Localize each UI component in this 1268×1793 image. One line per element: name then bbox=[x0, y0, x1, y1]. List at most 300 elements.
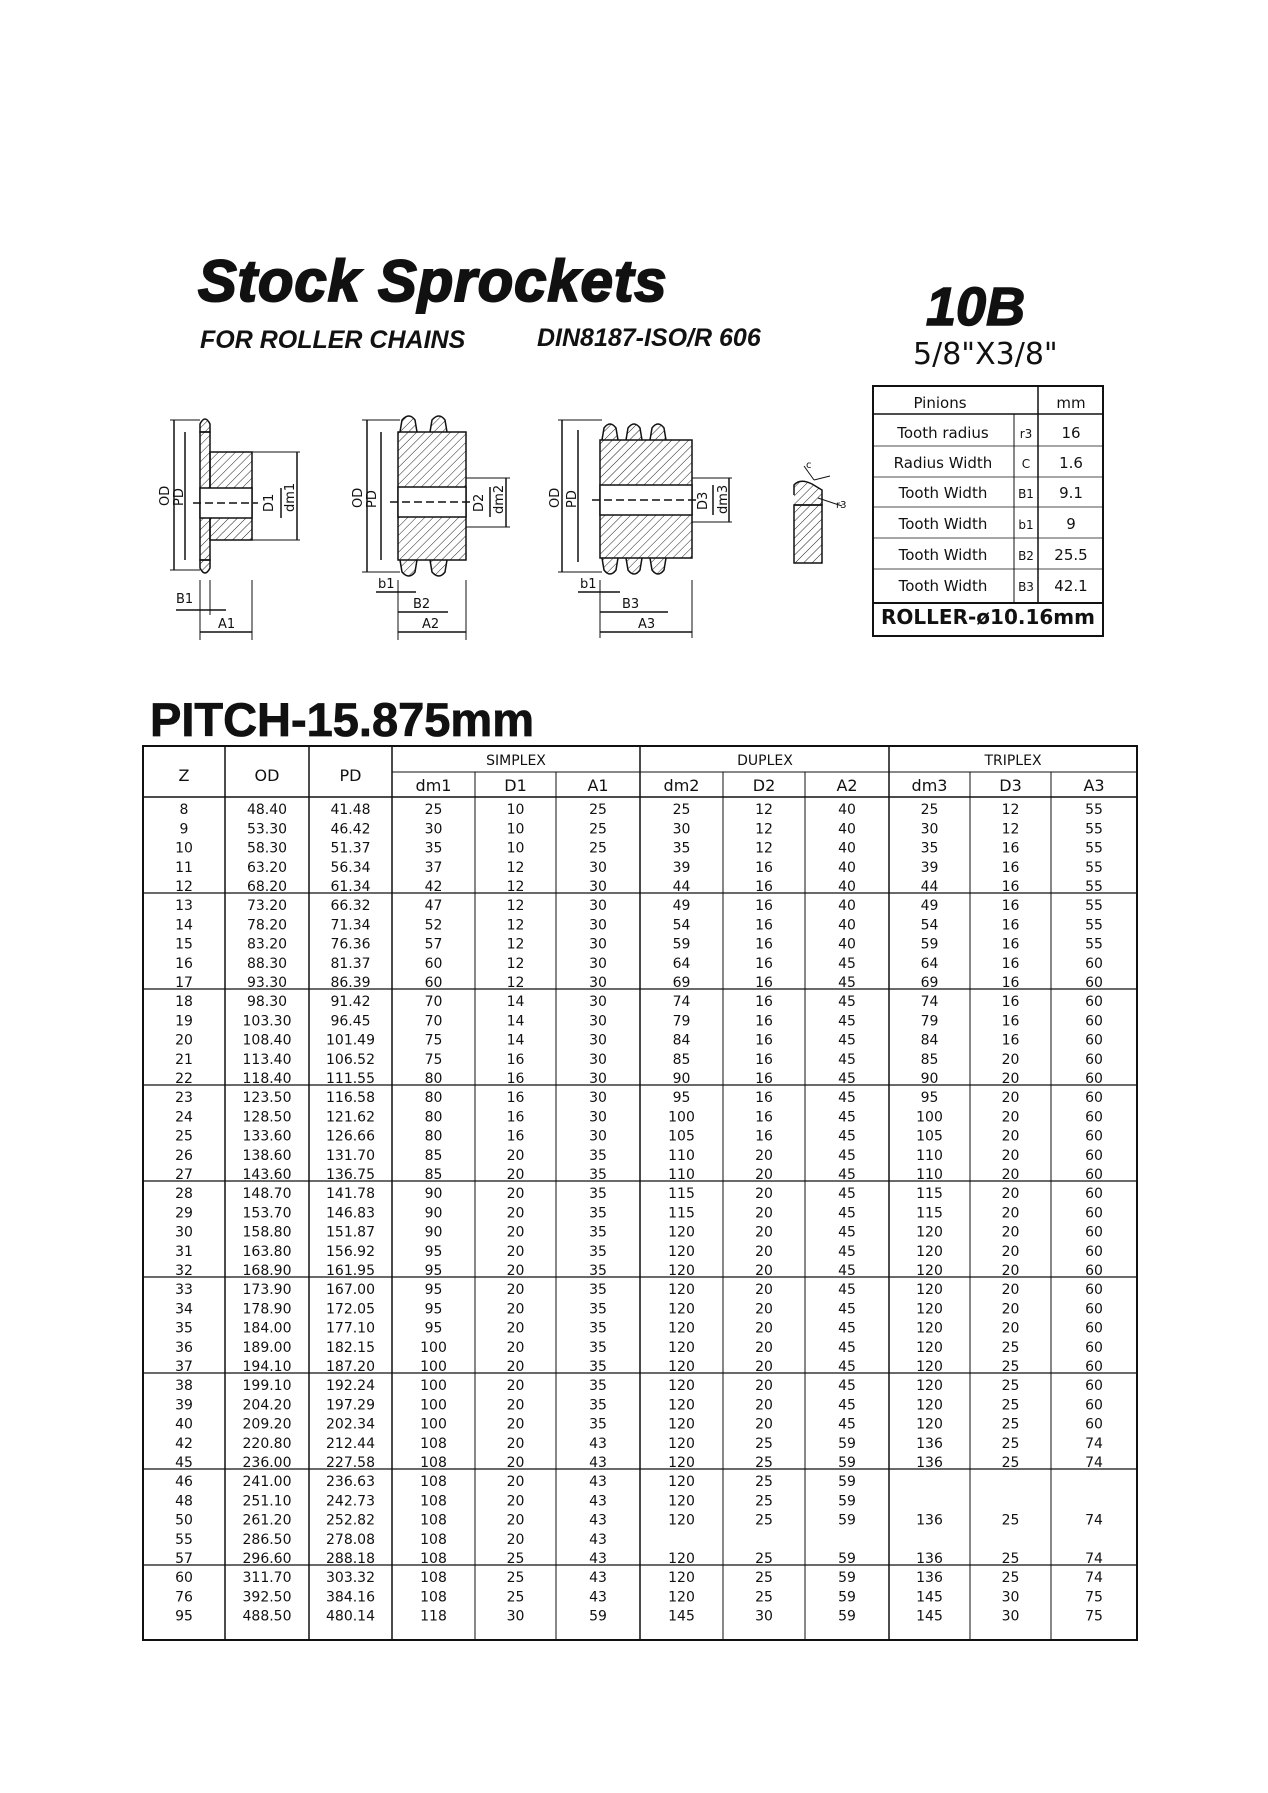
table-cell: 20 bbox=[1001, 1090, 1020, 1107]
table-cell: 120 bbox=[668, 1243, 695, 1260]
table-cell: 45 bbox=[838, 1147, 856, 1164]
table-cell: 40 bbox=[838, 859, 856, 876]
table-cell: 20 bbox=[1001, 1205, 1020, 1222]
table-cell: 93.30 bbox=[246, 975, 288, 991]
column-header: dm1 bbox=[415, 776, 452, 795]
table-cell: 16 bbox=[755, 898, 773, 915]
table-cell: 101.49 bbox=[326, 1032, 375, 1049]
table-cell: 25 bbox=[755, 1435, 773, 1452]
table-cell: 59 bbox=[838, 1551, 856, 1567]
table-cell: 16 bbox=[1001, 1032, 1020, 1049]
table-cell: 172.05 bbox=[326, 1301, 375, 1318]
table-cell: 60 bbox=[1085, 1397, 1103, 1414]
table-cell: 8 bbox=[179, 802, 189, 819]
table-cell: 45 bbox=[838, 1205, 856, 1222]
table-cell: 25 bbox=[1001, 1455, 1020, 1471]
table-cell: 20 bbox=[755, 1205, 773, 1222]
table-cell: 30 bbox=[589, 1032, 607, 1049]
table-cell: 20 bbox=[506, 1320, 525, 1337]
table-cell: 145 bbox=[916, 1589, 943, 1606]
page-title: Stock Sprockets bbox=[198, 249, 668, 314]
table-cell: 25 bbox=[589, 840, 607, 857]
pinion-symbol: b1 bbox=[1018, 518, 1034, 532]
table-cell: 55 bbox=[1085, 821, 1103, 838]
table-cell: 20 bbox=[506, 1493, 525, 1510]
table-cell: 20 bbox=[755, 1416, 773, 1433]
table-cell: 60 bbox=[1085, 975, 1103, 991]
table-cell: 95 bbox=[175, 1608, 193, 1625]
table-cell: 108 bbox=[420, 1493, 447, 1510]
table-cell: 45 bbox=[838, 1167, 856, 1183]
table-cell: 136 bbox=[916, 1435, 943, 1452]
table-cell: 60 bbox=[1085, 1378, 1103, 1395]
table-cell: 16 bbox=[506, 1071, 525, 1087]
table-cell: 136 bbox=[916, 1455, 943, 1471]
pinion-symbol: B3 bbox=[1018, 580, 1034, 594]
table-cell: 75 bbox=[424, 1051, 443, 1068]
sprocket-drawings bbox=[150, 405, 860, 645]
table-cell: 60 bbox=[1085, 1243, 1103, 1260]
table-cell: 20 bbox=[506, 1301, 525, 1318]
table-cell: 120 bbox=[668, 1224, 695, 1241]
table-cell: 59 bbox=[838, 1474, 856, 1491]
chain-code: 10B bbox=[926, 277, 1026, 337]
table-cell: 16 bbox=[755, 1071, 773, 1087]
table-cell: 43 bbox=[589, 1589, 607, 1606]
table-cell: 168.90 bbox=[242, 1263, 292, 1279]
table-cell: 20 bbox=[506, 1378, 525, 1395]
table-cell: 60 bbox=[1085, 1032, 1103, 1049]
table-cell: 49 bbox=[920, 898, 939, 915]
table-cell: 20 bbox=[506, 1243, 525, 1260]
table-cell: 80 bbox=[424, 1071, 443, 1087]
table-cell: 108 bbox=[420, 1512, 447, 1529]
table-cell: 35 bbox=[589, 1167, 607, 1183]
table-cell: 111.55 bbox=[326, 1071, 375, 1087]
table-cell: 110 bbox=[916, 1167, 943, 1183]
b1-small-label-duplex: b1 bbox=[378, 577, 395, 592]
table-cell: 20 bbox=[755, 1320, 773, 1337]
table-cell: 44 bbox=[672, 879, 691, 895]
table-cell: 69 bbox=[672, 975, 691, 991]
table-cell: 120 bbox=[668, 1397, 695, 1414]
table-cell: 120 bbox=[916, 1397, 943, 1414]
d3-label: D3 bbox=[696, 491, 711, 510]
table-cell: 16 bbox=[755, 994, 773, 1011]
pinion-value: 42.1 bbox=[1054, 577, 1088, 595]
table-cell: 16 bbox=[1001, 879, 1020, 895]
table-cell: 120 bbox=[916, 1224, 943, 1241]
table-cell: 70 bbox=[424, 994, 443, 1011]
table-cell: 35 bbox=[589, 1263, 607, 1279]
table-cell: 45 bbox=[838, 1339, 856, 1356]
table-cell: 20 bbox=[506, 1186, 525, 1203]
table-cell: 40 bbox=[838, 936, 856, 953]
table-cell: 10 bbox=[175, 840, 193, 857]
table-cell: 30 bbox=[175, 1224, 193, 1241]
table-cell: 12 bbox=[506, 936, 525, 953]
table-cell: 85 bbox=[920, 1051, 939, 1068]
table-cell: 20 bbox=[755, 1263, 773, 1279]
table-cell: 81.37 bbox=[330, 955, 371, 972]
table-cell: 108 bbox=[420, 1435, 447, 1452]
table-cell: 20 bbox=[1001, 1051, 1020, 1068]
table-cell: 35 bbox=[672, 840, 691, 857]
sprocket-data-table bbox=[140, 742, 1140, 1644]
pinion-value: 9 bbox=[1066, 515, 1076, 533]
table-cell: 16 bbox=[1001, 840, 1020, 857]
table-cell: 136.75 bbox=[326, 1167, 375, 1183]
table-cell: 261.20 bbox=[242, 1512, 292, 1529]
table-cell: 56.34 bbox=[330, 859, 371, 876]
table-cell: 25 bbox=[1001, 1570, 1020, 1587]
d1-label: D1 bbox=[262, 493, 277, 512]
table-cell: 74 bbox=[1085, 1551, 1103, 1567]
dm3-label: dm3 bbox=[716, 484, 731, 514]
table-cell: 202.34 bbox=[326, 1416, 375, 1433]
table-cell: 22 bbox=[175, 1071, 193, 1087]
table-cell: 14 bbox=[506, 1032, 525, 1049]
table-cell: 384.16 bbox=[326, 1589, 375, 1606]
table-cell: 55 bbox=[1085, 840, 1103, 857]
table-cell: 120 bbox=[668, 1589, 695, 1606]
table-cell: 120 bbox=[668, 1435, 695, 1452]
table-cell: 47 bbox=[424, 898, 443, 915]
pitch-heading: PITCH-15.875mm bbox=[150, 693, 534, 746]
table-cell: 16 bbox=[755, 936, 773, 953]
c-label: c bbox=[806, 460, 812, 471]
table-cell: 25 bbox=[1001, 1435, 1020, 1452]
table-cell: 60 bbox=[1085, 1263, 1103, 1279]
table-cell: 25 bbox=[920, 802, 939, 819]
table-cell: 278.08 bbox=[326, 1531, 375, 1548]
table-cell: 25 bbox=[1001, 1512, 1020, 1529]
table-cell: 12 bbox=[175, 879, 193, 895]
table-cell: 115 bbox=[668, 1186, 695, 1203]
table-cell: 45 bbox=[838, 1224, 856, 1241]
table-cell: 108 bbox=[420, 1531, 447, 1548]
table-cell: 120 bbox=[668, 1493, 695, 1510]
table-cell: 20 bbox=[755, 1339, 773, 1356]
table-cell: 115 bbox=[916, 1205, 943, 1222]
table-cell: 98.30 bbox=[246, 994, 288, 1011]
table-cell: 25 bbox=[755, 1512, 773, 1529]
table-cell: 131.70 bbox=[326, 1147, 375, 1164]
table-cell: 120 bbox=[668, 1416, 695, 1433]
table-cell: 133.60 bbox=[242, 1128, 292, 1145]
pinion-symbol: C bbox=[1021, 457, 1031, 471]
table-cell: 14 bbox=[175, 917, 193, 934]
a2-label: A2 bbox=[422, 617, 440, 632]
table-cell: 12 bbox=[755, 821, 773, 838]
table-cell: 39 bbox=[672, 859, 691, 876]
table-cell: 209.20 bbox=[242, 1416, 292, 1433]
table-cell: 26 bbox=[175, 1147, 193, 1164]
table-cell: 30 bbox=[589, 994, 607, 1011]
pinion-value: 9.1 bbox=[1059, 484, 1083, 502]
table-cell: 30 bbox=[589, 1013, 607, 1030]
table-cell: 173.90 bbox=[242, 1282, 292, 1299]
table-cell: 69 bbox=[920, 975, 939, 991]
table-cell: 46 bbox=[175, 1474, 193, 1491]
table-cell: 12 bbox=[506, 975, 525, 991]
table-cell: 16 bbox=[755, 975, 773, 991]
table-cell: 59 bbox=[838, 1455, 856, 1471]
table-cell: 20 bbox=[506, 1455, 525, 1471]
table-cell: 46.42 bbox=[330, 821, 371, 838]
table-cell: 59 bbox=[838, 1570, 856, 1587]
table-cell: 110 bbox=[916, 1147, 943, 1164]
table-cell: 88.30 bbox=[246, 955, 288, 972]
pinion-symbol: B1 bbox=[1018, 487, 1034, 501]
table-cell: 35 bbox=[589, 1416, 607, 1433]
table-cell: 108 bbox=[420, 1455, 447, 1471]
column-header: dm3 bbox=[911, 776, 948, 795]
table-cell: 120 bbox=[916, 1263, 943, 1279]
table-cell: 41.48 bbox=[330, 802, 371, 819]
table-cell: 35 bbox=[424, 840, 443, 857]
table-cell: 59 bbox=[838, 1589, 856, 1606]
table-cell: 60 bbox=[1085, 1186, 1103, 1203]
table-cell: 60 bbox=[1085, 1090, 1103, 1107]
table-cell: 34 bbox=[175, 1301, 193, 1318]
table-cell: 43 bbox=[589, 1455, 607, 1471]
table-cell: 16 bbox=[1001, 955, 1020, 972]
table-cell: 74 bbox=[920, 994, 939, 1011]
table-cell: 64 bbox=[920, 955, 939, 972]
table-cell: 145 bbox=[668, 1608, 695, 1625]
table-cell: 16 bbox=[755, 879, 773, 895]
table-cell: 204.20 bbox=[242, 1397, 292, 1414]
table-cell: 43 bbox=[589, 1493, 607, 1510]
table-cell: 40 bbox=[838, 821, 856, 838]
table-cell: 20 bbox=[1001, 1224, 1020, 1241]
table-cell: 108 bbox=[420, 1551, 447, 1567]
table-cell: 25 bbox=[1001, 1551, 1020, 1567]
table-cell: 136 bbox=[916, 1512, 943, 1529]
table-cell: 143.60 bbox=[242, 1167, 292, 1183]
column-header: A3 bbox=[1083, 776, 1105, 795]
table-cell: 43 bbox=[589, 1512, 607, 1529]
table-cell: 43 bbox=[589, 1435, 607, 1452]
table-cell: 95 bbox=[920, 1090, 939, 1107]
b2-label: B2 bbox=[413, 597, 431, 612]
table-cell: 16 bbox=[1001, 917, 1020, 934]
pinion-value: 25.5 bbox=[1054, 546, 1088, 564]
table-cell: 128.50 bbox=[242, 1109, 292, 1126]
od-label-duplex: OD bbox=[351, 487, 366, 508]
pinion-property-label: Tooth Width bbox=[898, 577, 988, 595]
table-cell: 178.90 bbox=[242, 1301, 292, 1318]
column-header: D3 bbox=[999, 776, 1022, 795]
table-cell: 48.40 bbox=[246, 802, 288, 819]
table-cell: 45 bbox=[838, 1359, 856, 1375]
column-header: D2 bbox=[752, 776, 776, 795]
table-cell: 60 bbox=[1085, 1013, 1103, 1030]
table-cell: 311.70 bbox=[242, 1570, 292, 1587]
table-cell: 189.00 bbox=[242, 1339, 292, 1356]
tooth-profile-drawing bbox=[794, 466, 842, 563]
column-header: Z bbox=[178, 766, 190, 785]
table-cell: 16 bbox=[755, 1032, 773, 1049]
table-cell: 30 bbox=[589, 975, 607, 991]
table-cell: 20 bbox=[755, 1378, 773, 1395]
table-cell: 16 bbox=[1001, 936, 1020, 953]
table-cell: 60 bbox=[1085, 1205, 1103, 1222]
table-cell: 30 bbox=[755, 1608, 773, 1625]
table-cell: 25 bbox=[175, 1128, 193, 1145]
table-cell: 40 bbox=[838, 879, 856, 895]
table-cell: 118.40 bbox=[242, 1071, 292, 1087]
table-cell: 60 bbox=[1085, 1051, 1103, 1068]
table-cell: 91.42 bbox=[330, 994, 371, 1011]
table-cell: 57 bbox=[175, 1551, 193, 1567]
table-cell: 30 bbox=[1001, 1589, 1020, 1606]
table-cell: 85 bbox=[424, 1147, 443, 1164]
table-cell: 71.34 bbox=[330, 917, 371, 934]
table-cell: 118 bbox=[420, 1608, 447, 1625]
table-cell: 108 bbox=[420, 1570, 447, 1587]
table-cell: 25 bbox=[755, 1493, 773, 1510]
table-cell: 11 bbox=[175, 859, 193, 876]
table-cell: 28 bbox=[175, 1186, 193, 1203]
group-header-simplex: SIMPLEX bbox=[486, 753, 546, 769]
table-cell: 100 bbox=[420, 1397, 447, 1414]
table-cell: 20 bbox=[755, 1282, 773, 1299]
table-cell: 39 bbox=[920, 859, 939, 876]
pinion-property-label: Tooth Width bbox=[898, 546, 988, 564]
table-cell: 20 bbox=[1001, 1243, 1020, 1260]
table-cell: 55 bbox=[1085, 802, 1103, 819]
a3-label: A3 bbox=[638, 617, 656, 632]
table-cell: 153.70 bbox=[242, 1205, 292, 1222]
table-cell: 30 bbox=[589, 1109, 607, 1126]
table-cell: 54 bbox=[920, 917, 939, 934]
table-cell: 60 bbox=[424, 975, 443, 991]
table-cell: 43 bbox=[589, 1551, 607, 1567]
table-cell: 36 bbox=[175, 1339, 193, 1356]
table-cell: 74 bbox=[1085, 1455, 1103, 1471]
table-cell: 15 bbox=[175, 936, 193, 953]
table-cell: 51.37 bbox=[330, 840, 371, 857]
table-cell: 16 bbox=[1001, 859, 1020, 876]
table-cell: 30 bbox=[424, 821, 443, 838]
table-cell: 16 bbox=[1001, 898, 1020, 915]
table-cell: 108 bbox=[420, 1589, 447, 1606]
table-cell: 120 bbox=[668, 1301, 695, 1318]
table-cell: 52 bbox=[424, 917, 443, 934]
table-cell: 227.58 bbox=[326, 1455, 375, 1471]
table-cell: 106.52 bbox=[326, 1051, 375, 1068]
table-cell: 76.36 bbox=[330, 936, 371, 953]
table-cell: 16 bbox=[1001, 994, 1020, 1011]
table-cell: 55 bbox=[1085, 917, 1103, 934]
table-cell: 35 bbox=[589, 1301, 607, 1318]
table-cell: 488.50 bbox=[242, 1608, 292, 1625]
table-cell: 40 bbox=[175, 1416, 193, 1433]
table-cell: 120 bbox=[668, 1570, 695, 1587]
table-cell: 197.29 bbox=[326, 1397, 375, 1414]
table-cell: 242.73 bbox=[326, 1493, 375, 1510]
table-cell: 120 bbox=[668, 1512, 695, 1529]
table-cell: 30 bbox=[589, 1051, 607, 1068]
roller-diameter: ROLLER-ø10.16mm bbox=[881, 605, 1095, 629]
table-cell: 184.00 bbox=[242, 1320, 292, 1337]
table-cell: 70 bbox=[424, 1013, 443, 1030]
table-cell: 16 bbox=[1001, 975, 1020, 991]
table-cell: 120 bbox=[668, 1455, 695, 1471]
table-cell: 45 bbox=[838, 955, 856, 972]
table-cell: 20 bbox=[175, 1032, 193, 1049]
table-cell: 10 bbox=[506, 821, 525, 838]
table-cell: 90 bbox=[424, 1186, 443, 1203]
table-cell: 138.60 bbox=[242, 1147, 292, 1164]
table-cell: 60 bbox=[1085, 1282, 1103, 1299]
table-cell: 10 bbox=[506, 802, 525, 819]
table-cell: 20 bbox=[755, 1359, 773, 1375]
table-cell: 35 bbox=[589, 1397, 607, 1414]
table-cell: 19 bbox=[175, 1013, 193, 1030]
table-cell: 16 bbox=[755, 1090, 773, 1107]
table-cell: 45 bbox=[838, 1128, 856, 1145]
table-cell: 25 bbox=[506, 1551, 525, 1567]
table-cell: 25 bbox=[1001, 1339, 1020, 1356]
table-cell: 96.45 bbox=[330, 1013, 371, 1030]
table-cell: 296.60 bbox=[242, 1551, 292, 1567]
table-cell: 20 bbox=[1001, 1167, 1020, 1183]
table-cell: 141.78 bbox=[326, 1186, 375, 1203]
table-cell: 120 bbox=[668, 1320, 695, 1337]
table-cell: 74 bbox=[1085, 1570, 1103, 1587]
table-cell: 120 bbox=[916, 1301, 943, 1318]
table-cell: 12 bbox=[506, 955, 525, 972]
pinion-value: 1.6 bbox=[1059, 454, 1083, 472]
table-cell: 60 bbox=[1085, 1224, 1103, 1241]
pinions-table bbox=[870, 384, 1106, 640]
table-cell: 20 bbox=[755, 1243, 773, 1260]
table-cell: 20 bbox=[506, 1416, 525, 1433]
table-cell: 95 bbox=[424, 1282, 443, 1299]
table-cell: 60 bbox=[1085, 1147, 1103, 1164]
table-cell: 63.20 bbox=[246, 859, 288, 876]
table-cell: 110 bbox=[668, 1167, 695, 1183]
table-cell: 20 bbox=[1001, 1301, 1020, 1318]
table-cell: 120 bbox=[916, 1320, 943, 1337]
table-cell: 10 bbox=[506, 840, 525, 857]
table-cell: 100 bbox=[420, 1359, 447, 1375]
chain-size: 5/8"X3/8" bbox=[913, 337, 1058, 372]
table-cell: 20 bbox=[1001, 1186, 1020, 1203]
table-cell: 55 bbox=[1085, 936, 1103, 953]
table-cell: 25 bbox=[755, 1474, 773, 1491]
table-cell: 33 bbox=[175, 1282, 193, 1299]
pd-label-duplex: PD bbox=[365, 490, 380, 508]
table-cell: 85 bbox=[424, 1167, 443, 1183]
table-cell: 59 bbox=[589, 1608, 607, 1625]
table-cell: 25 bbox=[755, 1589, 773, 1606]
table-cell: 40 bbox=[838, 840, 856, 857]
column-header: D1 bbox=[504, 776, 527, 795]
r3-label: r3 bbox=[836, 500, 847, 511]
table-cell: 57 bbox=[424, 936, 443, 953]
table-cell: 35 bbox=[920, 840, 939, 857]
pinions-unit-label: mm bbox=[1056, 394, 1086, 412]
table-cell: 90 bbox=[424, 1224, 443, 1241]
table-cell: 105 bbox=[916, 1128, 943, 1145]
standard-reference: DIN8187-ISO/R 606 bbox=[537, 324, 761, 352]
table-cell: 60 bbox=[1085, 1071, 1103, 1087]
pinion-property-label: Radius Width bbox=[893, 454, 993, 472]
